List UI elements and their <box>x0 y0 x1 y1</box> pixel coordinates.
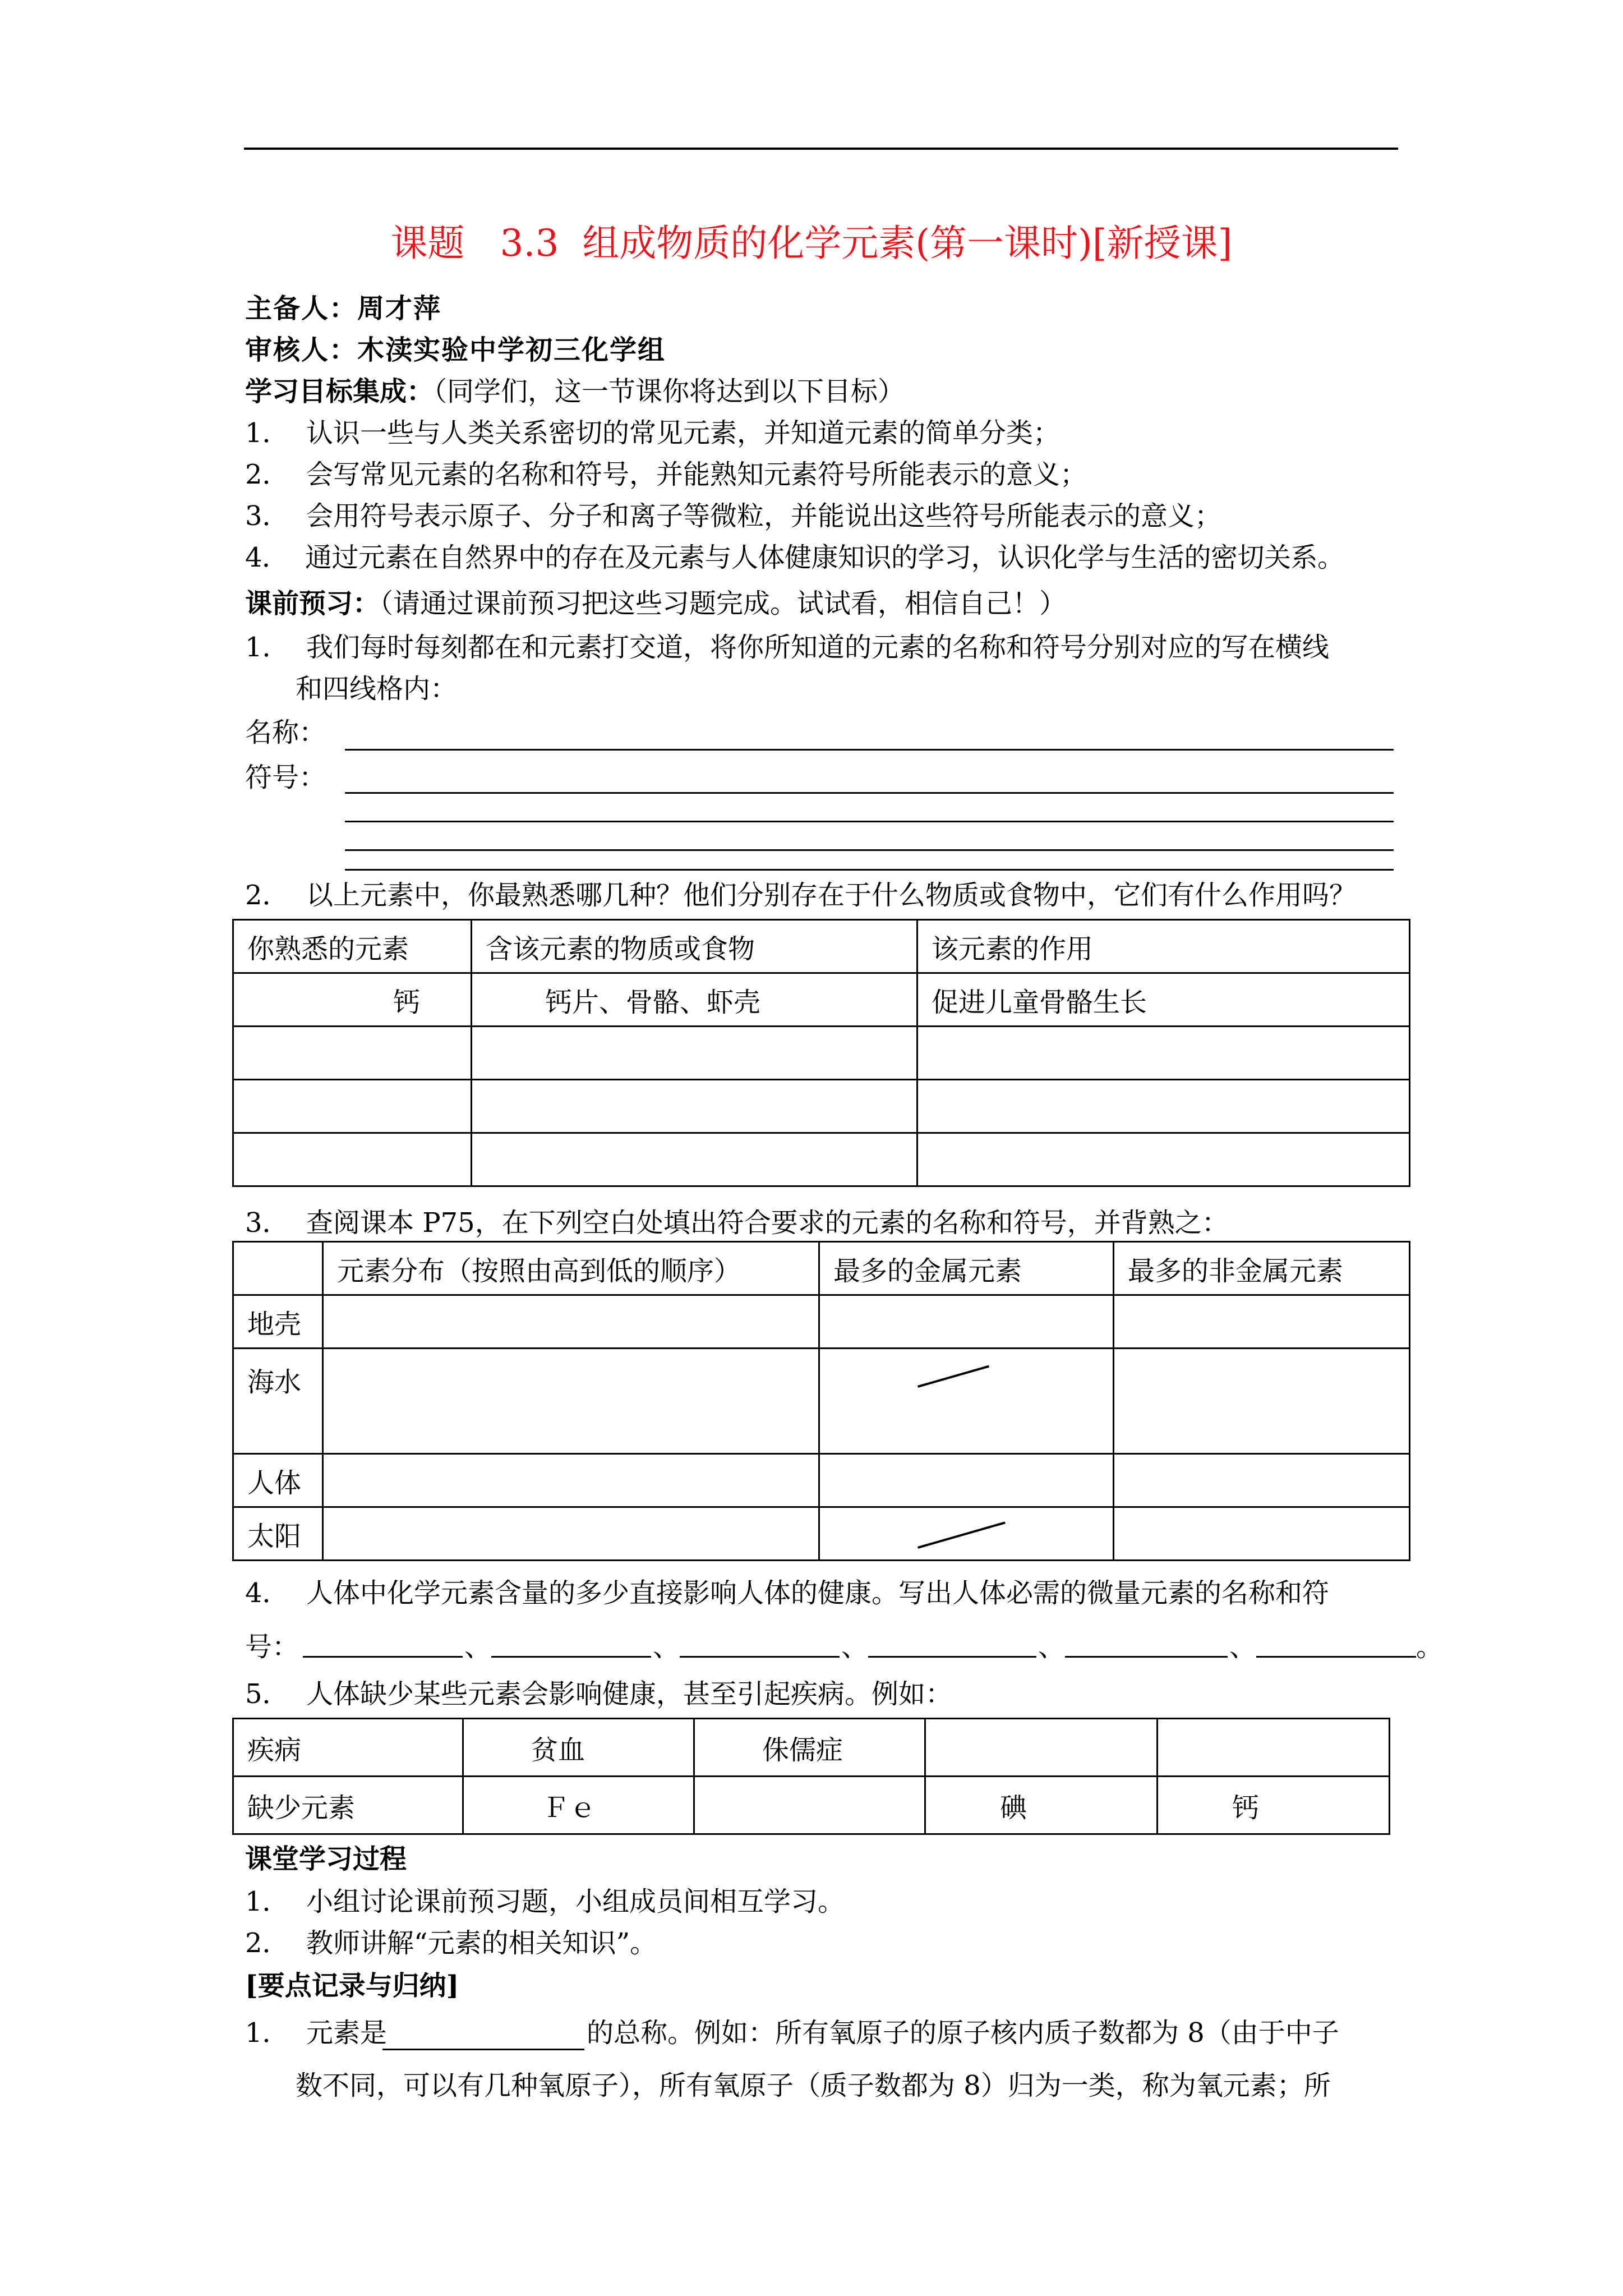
trace-element-blank[interactable] <box>1065 1656 1228 1658</box>
table-cell: 促进儿童骨骼生长 <box>917 973 1410 1027</box>
table-cell[interactable] <box>917 1027 1410 1080</box>
trace-element-blank[interactable] <box>680 1656 840 1658</box>
table-cell: 贫血 <box>463 1719 694 1777</box>
symbol-grid-line[interactable] <box>345 849 1394 851</box>
table-cell[interactable] <box>917 1133 1410 1186</box>
row-label: 人体 <box>233 1454 323 1507</box>
question-5: 5． 人体缺少某些元素会影响健康，甚至引起疾病。例如： <box>245 1678 953 1710</box>
table-cell[interactable] <box>323 1349 819 1454</box>
trace-element-blank[interactable] <box>1256 1656 1416 1658</box>
table-cell[interactable] <box>233 1027 472 1080</box>
blank-separator: 、 <box>841 1631 869 1663</box>
objective-item: 2． 会写常见元素的名称和符号，并能熟知元素符号所能表示的意义； <box>245 459 1087 490</box>
table-cell: 侏儒症 <box>694 1719 925 1777</box>
notes-line2: 数不同，可以有几种氧原子），所有氧原子（质子数都为 8）归为一类，称为氧元素；所 <box>296 2070 1331 2101</box>
preview-heading: 课前预习： <box>245 588 380 619</box>
table-cell[interactable] <box>819 1454 1114 1507</box>
reviewer-line: 审核人：木渎实验中学初三化学组 <box>245 334 666 366</box>
table-cell[interactable] <box>233 1133 472 1186</box>
row-label: 太阳 <box>233 1507 323 1561</box>
preview-note: （请通过课前预习把这些习题完成。试试看，相信自己！） <box>380 588 1067 619</box>
table-cell[interactable] <box>323 1507 819 1561</box>
objectives-heading-line <box>245 375 905 408</box>
table-cell[interactable] <box>472 1133 917 1186</box>
name-answer-line[interactable] <box>345 749 1394 751</box>
classroom-item: 1． 小组讨论课前预习题，小组成员间相互学习。 <box>245 1886 845 1917</box>
table-cell[interactable] <box>819 1295 1114 1349</box>
trace-element-blank[interactable] <box>303 1656 463 1658</box>
table-cell[interactable] <box>323 1454 819 1507</box>
table-cell: 缺少元素 <box>233 1777 463 1834</box>
question-4-line1: 4． 人体中化学元素含量的多少直接影响人体的健康。写出人体必需的微量元素的名称和符 <box>245 1577 1330 1609</box>
table-cell[interactable] <box>323 1295 819 1349</box>
table-cell[interactable] <box>472 1027 917 1080</box>
table-header: 最多的非金属元素 <box>1114 1242 1410 1295</box>
deficiency-table <box>232 1718 1390 1835</box>
table-cell: 钙 <box>233 973 472 1027</box>
table-cell[interactable] <box>1158 1719 1390 1777</box>
table-cell[interactable] <box>1114 1454 1410 1507</box>
table-cell-struck <box>819 1349 1114 1454</box>
objective-item: 3． 会用符号表示原子、分子和离子等微粒，并能说出这些符号所能表示的意义； <box>245 500 1222 532</box>
blank-separator: 、 <box>653 1631 680 1663</box>
table-cell[interactable] <box>1114 1349 1410 1454</box>
symbol-grid-line[interactable] <box>345 792 1394 794</box>
objective-item: 1． 认识一些与人类关系密切的常见元素，并知道元素的简单分类； <box>245 417 1061 449</box>
blank-end: 。 <box>1416 1631 1444 1663</box>
table-header: 含该元素的物质或食物 <box>472 920 917 973</box>
element-definition-blank[interactable] <box>382 2049 584 2050</box>
table-cell: 疾病 <box>233 1719 463 1777</box>
preview-heading-line <box>245 587 1066 620</box>
table-cell[interactable] <box>472 1080 917 1133</box>
table-cell: Ｆｅ <box>463 1777 694 1834</box>
blank-separator: 、 <box>464 1631 492 1663</box>
table-cell[interactable] <box>925 1719 1158 1777</box>
name-label: 名称： <box>245 717 326 748</box>
table-cell: 钙片、骨骼、虾壳 <box>472 973 917 1027</box>
table-header <box>233 1242 323 1295</box>
table-cell: 钙 <box>1158 1777 1390 1834</box>
question-4-prefix: 号： <box>245 1631 299 1663</box>
table-cell[interactable] <box>1114 1295 1410 1349</box>
table-cell[interactable] <box>917 1080 1410 1133</box>
symbol-grid-line[interactable] <box>345 821 1394 822</box>
table-cell[interactable] <box>1114 1507 1410 1561</box>
row-label: 地壳 <box>233 1295 323 1349</box>
question-3: 3． 查阅课本 P75，在下列空白处填出符合要求的元素的名称和符号，并背熟之： <box>245 1207 1229 1239</box>
trace-element-blank[interactable] <box>491 1656 651 1658</box>
row-label: 海水 <box>233 1349 323 1454</box>
notes-line1-prefix: 1． 元素是 <box>245 2017 388 2049</box>
objective-item: 4． 通过元素在自然界中的存在及元素与人体健康知识的学习，认识化学与生活的密切关系。 <box>245 542 1344 573</box>
preparer-line: 主备人：周才萍 <box>245 293 442 324</box>
question-2: 2． 以上元素中，你最熟悉哪几种？他们分别存在于什么物质或食物中，它们有什么作用吗？ <box>245 880 1357 911</box>
table-cell[interactable] <box>694 1777 925 1834</box>
objectives-note: （同学们，这一节课你将达到以下目标） <box>434 376 905 407</box>
symbol-label: 符号： <box>245 762 326 793</box>
blank-separator: 、 <box>1229 1631 1257 1663</box>
table-header: 最多的金属元素 <box>819 1242 1114 1295</box>
notes-heading: [要点记录与归纳] <box>245 1970 459 2001</box>
objectives-heading: 学习目标集成： <box>245 376 434 407</box>
table-cell[interactable] <box>233 1080 472 1133</box>
page-title: 课题 3.3 组成物质的化学元素(第一课时)[新授课] <box>390 222 1233 265</box>
table-header: 该元素的作用 <box>917 920 1410 973</box>
table-header: 你熟悉的元素 <box>233 920 472 973</box>
question-1-line2: 和四线格内： <box>296 673 458 705</box>
familiar-elements-table <box>232 919 1410 1187</box>
table-header: 元素分布（按照由高到低的顺序） <box>323 1242 819 1295</box>
symbol-grid-line[interactable] <box>345 869 1394 871</box>
classroom-item: 2． 教师讲解“元素的相关知识”。 <box>245 1927 657 1959</box>
trace-element-blank[interactable] <box>868 1656 1036 1658</box>
element-distribution-table <box>232 1241 1410 1561</box>
blank-separator: 、 <box>1038 1631 1066 1663</box>
header-rule <box>244 148 1398 150</box>
classroom-heading: 课堂学习过程 <box>245 1843 407 1875</box>
question-1-line1: 1． 我们每时每刻都在和元素打交道，将你所知道的元素的名称和符号分别对应的写在横线 <box>245 632 1330 663</box>
table-cell: 碘 <box>925 1777 1158 1834</box>
notes-line1-suffix: 的总称。例如：所有氧原子的原子核内质子数都为 8（由于中子 <box>587 2017 1339 2049</box>
